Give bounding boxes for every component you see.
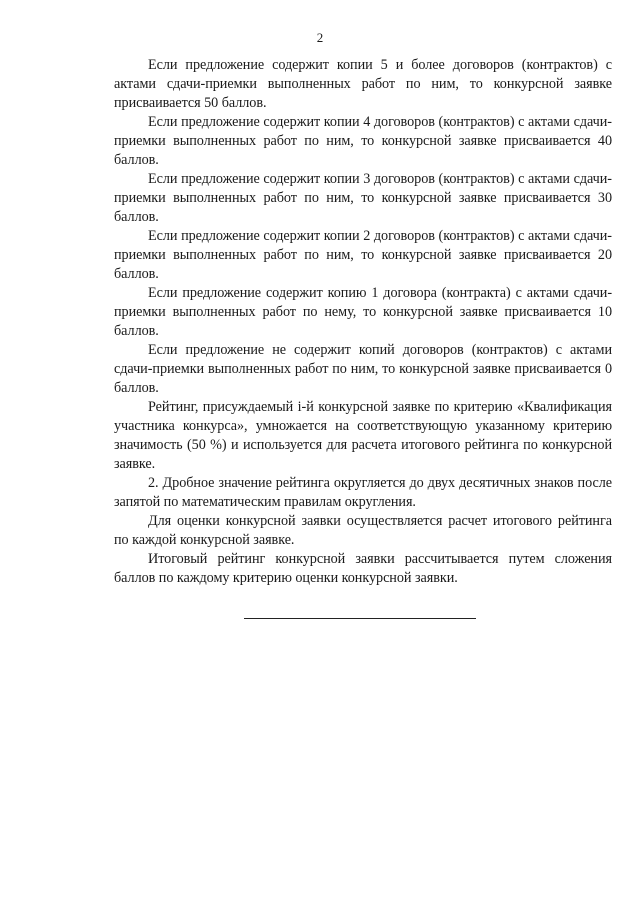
paragraph-score-20: Если предложение содержит копии 2 договоров (контрактов) с актами сдачи-приемки выполненных работ по ним, то конкурсной заявке присваивается 20 баллов. — [114, 228, 612, 282]
paragraph-rating-weight: Рейтинг, присуждаемый i-й конкурсной заявке по критерию «Квалификация участника конкурса», умножается на соответствующую указанному критерию значимость (50 %) и используется для расчета итогового рейтинга по конкурсной заявке. — [114, 399, 612, 472]
page-number: 2 — [316, 30, 324, 45]
end-divider-line — [244, 618, 476, 619]
paragraph-rounding: 2. Дробное значение рейтинга округляется до двух десятичных знаков после запятой по математическим правилам округления. — [114, 475, 612, 510]
paragraph-score-10: Если предложение содержит копию 1 договора (контракта) с актами сдачи-приемки выполненных работ по нему, то конкурсной заявке присваивается 10 баллов. — [114, 285, 612, 339]
paragraph-final-calculation: Для оценки конкурсной заявки осуществляется расчет итогового рейтинга по каждой конкурсной заявке. — [114, 513, 612, 548]
paragraph-score-40: Если предложение содержит копии 4 договоров (контрактов) с актами сдачи-приемки выполненных работ по ним, то конкурсной заявке присваивается 40 баллов. — [114, 114, 612, 168]
paragraph-score-30: Если предложение содержит копии 3 договоров (контрактов) с актами сдачи-приемки выполненных работ по ним, то конкурсной заявке присваивается 30 баллов. — [114, 171, 612, 225]
paragraph-score-50: Если предложение содержит копии 5 и более договоров (контрактов) с актами сдачи-приемки выполненных работ по ним, то конкурсной заявке присваивается 50 баллов. — [114, 57, 612, 111]
document-body — [114, 56, 612, 588]
paragraph-final-rating: Итоговый рейтинг конкурсной заявки рассчитывается путем сложения баллов по каждому критерию оценки конкурсной заявки. — [114, 551, 612, 586]
paragraph-score-0: Если предложение не содержит копий договоров (контрактов) с актами сдачи-приемки выполненных работ по ним, то конкурсной заявке присваивается 0 баллов. — [114, 342, 612, 396]
